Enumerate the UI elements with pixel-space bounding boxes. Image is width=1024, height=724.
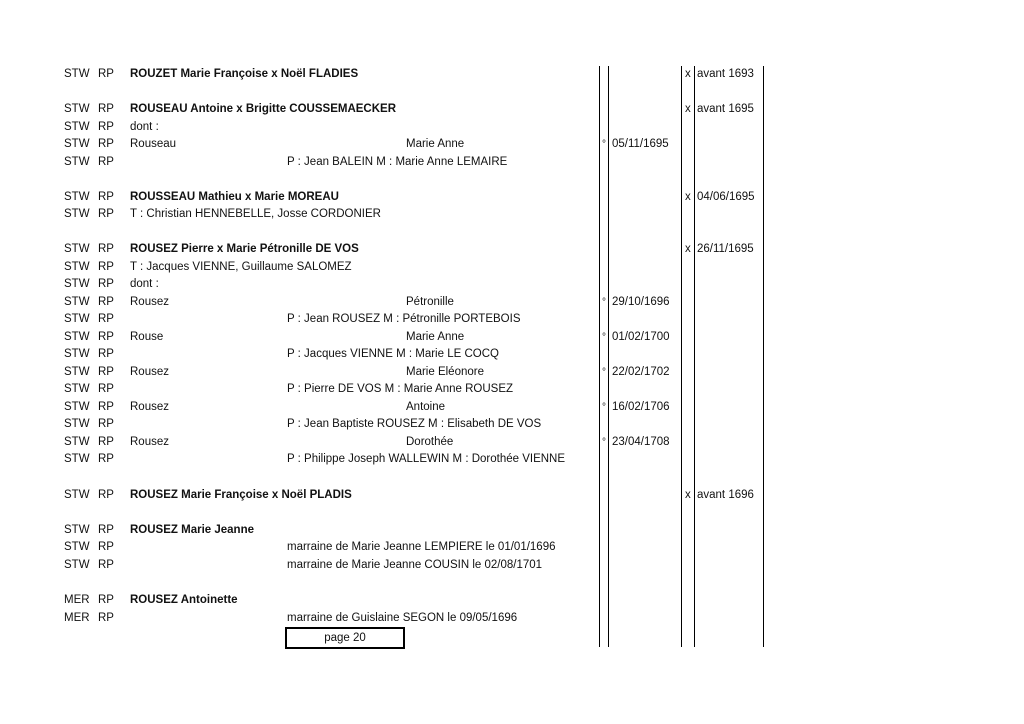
record-row bbox=[0, 206, 1024, 223]
record-source: STW bbox=[64, 243, 90, 255]
record-row bbox=[0, 399, 1024, 416]
record-godparents: P : Pierre DE VOS M : Marie Anne ROUSEZ bbox=[287, 383, 514, 395]
record-type: RP bbox=[98, 453, 114, 465]
record-name: ROUSEZ Marie Françoise x Noël PLADIS bbox=[130, 489, 352, 501]
record-name: Rouse bbox=[130, 331, 164, 343]
record-name: Rousez bbox=[130, 366, 169, 378]
record-type: RP bbox=[98, 68, 114, 80]
record-name: Rouseau bbox=[130, 138, 177, 150]
record-row bbox=[0, 154, 1024, 171]
record-source: STW bbox=[64, 366, 90, 378]
record-type: RP bbox=[98, 138, 114, 150]
record-given-name: Dorothée bbox=[406, 436, 454, 448]
record-type: RP bbox=[98, 401, 114, 413]
record-source: STW bbox=[64, 331, 90, 343]
record-source: STW bbox=[64, 348, 90, 360]
record-name: dont : bbox=[130, 278, 159, 290]
record-row bbox=[0, 610, 1024, 627]
record-source: STW bbox=[64, 278, 90, 290]
record-source: MER bbox=[64, 594, 90, 606]
record-row bbox=[0, 136, 1024, 153]
birth-mark: ° bbox=[602, 332, 606, 343]
record-source: STW bbox=[64, 541, 90, 553]
record-source: STW bbox=[64, 489, 90, 501]
record-godparents: P : Jean BALEIN M : Marie Anne LEMAIRE bbox=[287, 156, 508, 168]
record-row bbox=[0, 557, 1024, 574]
record-type: RP bbox=[98, 121, 114, 133]
record-godparents: marraine de Guislaine SEGON le 09/05/1696 bbox=[287, 612, 518, 624]
record-godparents: P : Philippe Joseph WALLEWIN M : Dorothée VIENNE bbox=[287, 453, 566, 465]
record-row bbox=[0, 364, 1024, 381]
marriage-mark: x bbox=[685, 68, 691, 80]
birth-mark: ° bbox=[602, 437, 606, 448]
record-source: STW bbox=[64, 401, 90, 413]
record-source: STW bbox=[64, 261, 90, 273]
record-row bbox=[0, 451, 1024, 468]
record-row bbox=[0, 381, 1024, 398]
record-source: STW bbox=[64, 524, 90, 536]
record-row bbox=[0, 119, 1024, 136]
record-godparents: marraine de Marie Jeanne COUSIN le 02/08/1701 bbox=[287, 559, 543, 571]
record-source: STW bbox=[64, 156, 90, 168]
record-row bbox=[0, 346, 1024, 363]
record-row bbox=[0, 259, 1024, 276]
marriage-date: 04/06/1695 bbox=[697, 191, 755, 203]
record-source: STW bbox=[64, 313, 90, 325]
birth-date: 16/02/1706 bbox=[612, 401, 670, 413]
record-godparents: P : Jean ROUSEZ M : Pétronille PORTEBOIS bbox=[287, 313, 521, 325]
marriage-mark: x bbox=[685, 243, 691, 255]
record-given-name: Marie Eléonore bbox=[406, 366, 484, 378]
record-type: RP bbox=[98, 366, 114, 378]
record-row bbox=[0, 416, 1024, 433]
record-row bbox=[0, 592, 1024, 609]
record-type: RP bbox=[98, 208, 114, 220]
birth-date: 29/10/1696 bbox=[612, 296, 670, 308]
record-row bbox=[0, 276, 1024, 293]
birth-mark: ° bbox=[602, 402, 606, 413]
record-source: STW bbox=[64, 559, 90, 571]
record-type: RP bbox=[98, 296, 114, 308]
record-type: RP bbox=[98, 559, 114, 571]
record-source: STW bbox=[64, 208, 90, 220]
record-source: STW bbox=[64, 103, 90, 115]
birth-date: 23/04/1708 bbox=[612, 436, 670, 448]
record-type: RP bbox=[98, 594, 114, 606]
record-godparents: P : Jean Baptiste ROUSEZ M : Elisabeth DE VOS bbox=[287, 418, 542, 430]
record-given-name: Antoine bbox=[406, 401, 446, 413]
record-row bbox=[0, 434, 1024, 451]
birth-mark: ° bbox=[602, 139, 606, 150]
record-name: ROUSEAU Antoine x Brigitte COUSSEMAECKER bbox=[130, 103, 397, 115]
record-type: RP bbox=[98, 418, 114, 430]
record-name: dont : bbox=[130, 121, 159, 133]
record-type: RP bbox=[98, 331, 114, 343]
marriage-date: 26/11/1695 bbox=[697, 243, 754, 255]
record-type: RP bbox=[98, 489, 114, 501]
record-type: RP bbox=[98, 313, 114, 325]
birth-date: 01/02/1700 bbox=[612, 331, 670, 343]
birth-mark: ° bbox=[602, 367, 606, 378]
record-name: Rousez bbox=[130, 436, 169, 448]
record-type: RP bbox=[98, 524, 114, 536]
record-source: STW bbox=[64, 121, 90, 133]
record-source: MER bbox=[64, 612, 90, 624]
record-type: RP bbox=[98, 278, 114, 290]
record-type: RP bbox=[98, 243, 114, 255]
record-row bbox=[0, 241, 1024, 258]
record-name: T : Jacques VIENNE, Guillaume SALOMEZ bbox=[130, 261, 352, 273]
record-given-name: Marie Anne bbox=[406, 138, 465, 150]
marriage-mark: x bbox=[685, 191, 691, 203]
record-godparents: P : Jacques VIENNE M : Marie LE COCQ bbox=[287, 348, 499, 360]
record-name: ROUSSEAU Mathieu x Marie MOREAU bbox=[130, 191, 339, 203]
record-name: T : Christian HENNEBELLE, Josse CORDONIER bbox=[130, 208, 381, 220]
page-number-box: page 20 bbox=[285, 627, 405, 649]
record-source: STW bbox=[64, 436, 90, 448]
record-name: ROUSEZ Antoinette bbox=[130, 594, 238, 606]
record-type: RP bbox=[98, 261, 114, 273]
record-row bbox=[0, 539, 1024, 556]
record-given-name: Marie Anne bbox=[406, 331, 465, 343]
record-row bbox=[0, 487, 1024, 504]
record-name: Rousez bbox=[130, 296, 169, 308]
record-type: RP bbox=[98, 436, 114, 448]
record-type: RP bbox=[98, 612, 114, 624]
record-source: STW bbox=[64, 453, 90, 465]
marriage-date: avant 1693 bbox=[697, 68, 754, 80]
record-type: RP bbox=[98, 541, 114, 553]
record-name: ROUZET Marie Françoise x Noël FLADIES bbox=[130, 68, 359, 80]
record-name: Rousez bbox=[130, 401, 169, 413]
record-row bbox=[0, 189, 1024, 206]
marriage-mark: x bbox=[685, 489, 691, 501]
record-source: STW bbox=[64, 191, 90, 203]
birth-mark: ° bbox=[602, 297, 606, 308]
record-given-name: Pétronille bbox=[406, 296, 454, 308]
record-type: RP bbox=[98, 348, 114, 360]
marriage-date: avant 1695 bbox=[697, 103, 754, 115]
record-source: STW bbox=[64, 296, 90, 308]
record-row bbox=[0, 522, 1024, 539]
record-source: STW bbox=[64, 138, 90, 150]
record-row bbox=[0, 66, 1024, 83]
record-row bbox=[0, 329, 1024, 346]
marriage-mark: x bbox=[685, 103, 691, 115]
record-type: RP bbox=[98, 103, 114, 115]
record-source: STW bbox=[64, 383, 90, 395]
marriage-date: avant 1696 bbox=[697, 489, 754, 501]
record-name: ROUSEZ Pierre x Marie Pétronille DE VOS bbox=[130, 243, 359, 255]
record-source: STW bbox=[64, 68, 90, 80]
record-row bbox=[0, 101, 1024, 118]
record-type: RP bbox=[98, 156, 114, 168]
birth-date: 05/11/1695 bbox=[612, 138, 669, 150]
record-name: ROUSEZ Marie Jeanne bbox=[130, 524, 254, 536]
record-type: RP bbox=[98, 383, 114, 395]
record-row bbox=[0, 294, 1024, 311]
record-row bbox=[0, 311, 1024, 328]
birth-date: 22/02/1702 bbox=[612, 366, 670, 378]
record-source: STW bbox=[64, 418, 90, 430]
record-godparents: marraine de Marie Jeanne LEMPIERE le 01/01/1696 bbox=[287, 541, 556, 553]
record-type: RP bbox=[98, 191, 114, 203]
